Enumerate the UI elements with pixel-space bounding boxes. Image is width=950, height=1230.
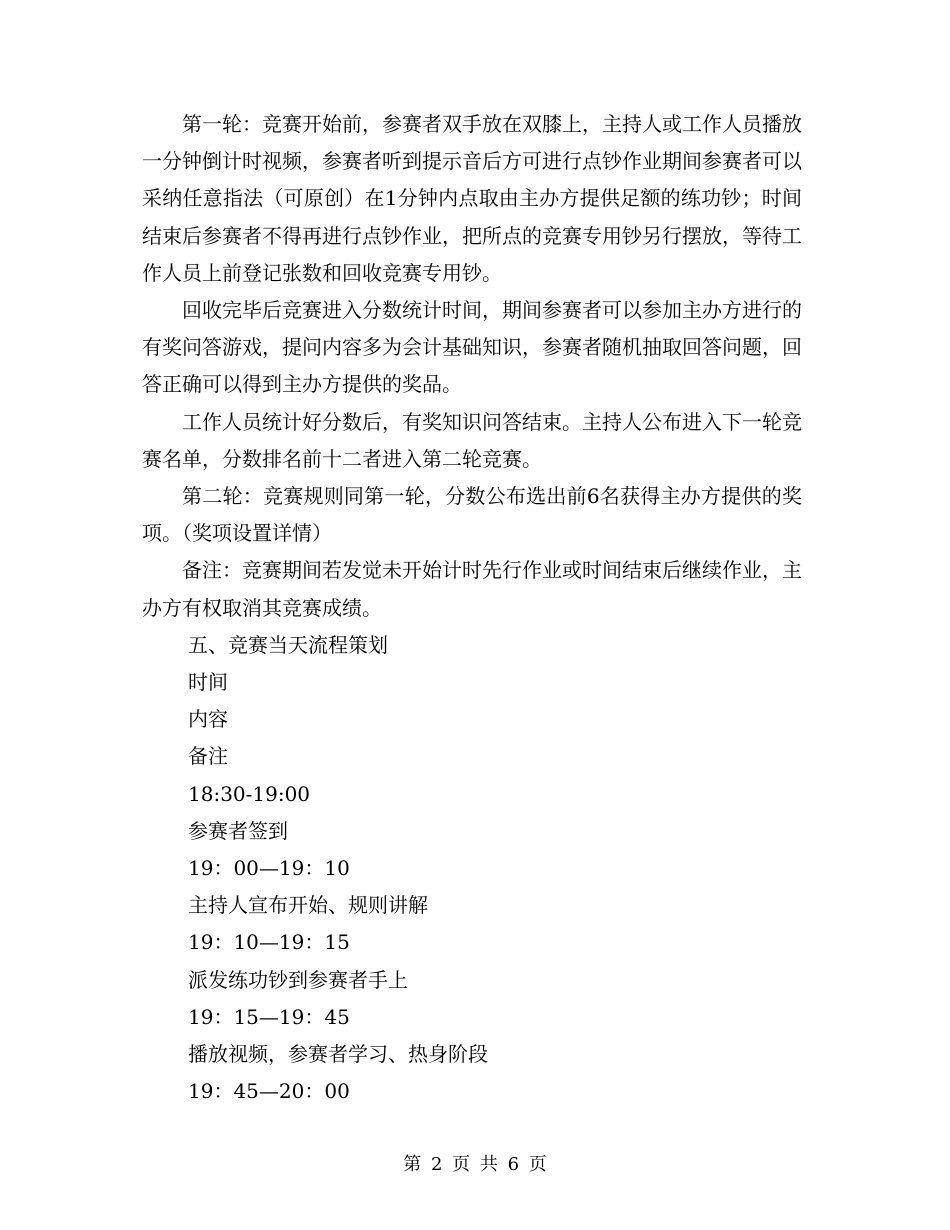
paragraph-remarks: 备注：竞赛期间若发觉未开始计时先行作业或时间结束后继续作业，主办方有权取消其竞赛成绩。	[142, 558, 802, 620]
schedule-line: 18:30-19:00	[188, 781, 311, 806]
schedule-line: 播放视频，参赛者学习、热身阶段	[188, 1042, 488, 1067]
schedule-line: 时间	[188, 670, 228, 695]
schedule-line: 参赛者签到	[188, 818, 288, 843]
section-heading: 五、竞赛当天流程策划	[188, 632, 388, 657]
schedule-line: 派发练功钞到参赛者手上	[188, 967, 408, 992]
schedule-line: 备注	[188, 744, 228, 769]
paragraph-round-two: 第二轮：竞赛规则同第一轮，分数公布选出前6名获得主办方提供的奖项。（奖项设置详情）	[142, 484, 802, 546]
paragraph-round-one: 第一轮：竞赛开始前，参赛者双手放在双膝上，主持人或工作人员播放一分钟倒计时视频，参赛者听到提示音后方可进行点钞作业期间参赛者可以采纳任意指法（可原创）在1分钟内点取由主办方提供足额的练功钞；时间结束后参赛者不得再进行点钞作业，把所点的竞赛专用钞另行摆放，等待工作人员上前登记张数和回收竞赛专用钞。	[142, 112, 802, 285]
page-number-footer: 第 2 页 共 6 页	[403, 1154, 547, 1175]
schedule-line: 主持人宣布开始、规则讲解	[188, 893, 428, 918]
schedule-line: 19：00—19：10	[188, 856, 350, 881]
paragraph-next-round-list: 工作人员统计好分数后，有奖知识问答结束。主持人公布进入下一轮竞赛名单，分数排名前十二者进入第二轮竞赛。	[142, 409, 802, 471]
paragraph-score-statistics: 回收完毕后竞赛进入分数统计时间，期间参赛者可以参加主办方进行的有奖问答游戏，提问内容多为会计基础知识，参赛者随机抽取回答问题，回答正确可以得到主办方提供的奖品。	[142, 298, 802, 397]
document-body	[142, 106, 802, 1110]
schedule-line: 19：15—19：45	[188, 1004, 350, 1029]
schedule-line: 19：45—20：00	[188, 1079, 350, 1104]
schedule-line: 内容	[188, 707, 228, 732]
schedule-line: 19：10—19：15	[188, 930, 350, 955]
